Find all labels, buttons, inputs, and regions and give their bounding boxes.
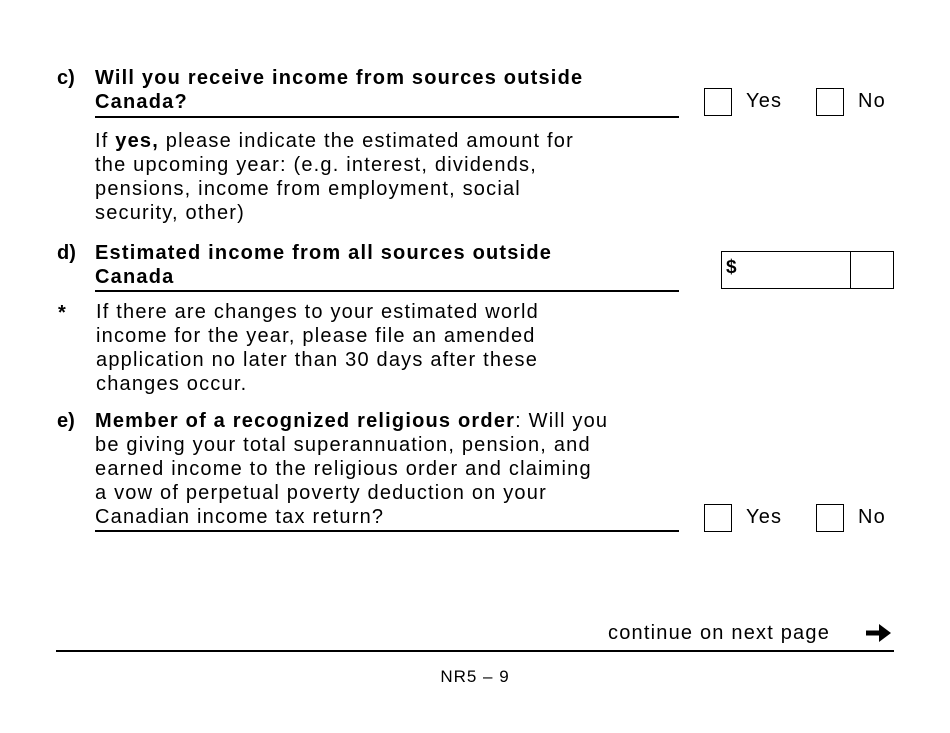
section-e-no-checkbox[interactable] (816, 504, 844, 532)
arrow-right-icon (864, 621, 894, 645)
asterisk-note-line4: changes occur. (96, 373, 248, 395)
section-d-label (95, 241, 552, 289)
section-e-no-label: No (858, 506, 886, 528)
section-c-note-line4: security, other) (95, 202, 245, 224)
section-c-yes-checkbox[interactable] (704, 88, 732, 116)
section-d-label-line2: Canada (95, 266, 175, 288)
section-c-yes-label: Yes (746, 90, 783, 112)
asterisk-note-line1: If there are changes to your estimated world (96, 301, 540, 323)
section-c-no-checkbox[interactable] (816, 88, 844, 116)
footer-rule (56, 650, 894, 652)
section-c-note-line3: pensions, income from employment, social (95, 178, 521, 200)
note-line1-rest: please indicate the estimated amount for (159, 130, 574, 152)
asterisk-note (96, 300, 539, 396)
section-e-line2: be giving your total superannuation, pension, and (95, 434, 591, 456)
page-number: NR5 – 9 (440, 667, 510, 686)
section-e-underline (95, 530, 679, 532)
section-c-note-line1 (95, 129, 574, 153)
continue-text: continue on next page (608, 622, 831, 644)
note-prefix: If (95, 130, 116, 152)
section-d-label-line1: Estimated income from all sources outside (95, 242, 553, 264)
section-e-letter: e) (57, 410, 75, 432)
section-e-line1-rest: : Will you (515, 410, 609, 432)
estimated-income-amount-field[interactable] (721, 251, 894, 289)
section-d-letter: d) (57, 242, 76, 264)
section-c-note (95, 129, 574, 225)
section-e-question (95, 409, 608, 529)
dollar-sign: $ (726, 257, 737, 278)
section-c-question (95, 66, 583, 114)
section-e-line5: Canadian income tax return? (95, 506, 385, 528)
section-c-question-line2: Canada? (95, 91, 188, 113)
section-e-line4: a vow of perpetual poverty deduction on your (95, 482, 547, 504)
estimated-income-cents-field[interactable] (850, 252, 893, 288)
section-c-letter: c) (57, 67, 75, 89)
section-d-underline (95, 290, 679, 292)
asterisk-note-line3: application no later than 30 days after these (96, 349, 539, 371)
section-c-note-line2: the upcoming year: (e.g. interest, dividends, (95, 154, 537, 176)
asterisk-marker: * (58, 302, 66, 324)
asterisk-note-line2: income for the year, please file an amended (96, 325, 536, 347)
note-bold-yes: yes, (115, 130, 160, 152)
section-c-underline (95, 116, 679, 118)
section-e-yes-checkbox[interactable] (704, 504, 732, 532)
section-e-bold-title: Member of a recognized religious order (95, 410, 516, 432)
section-c-no-label: No (858, 90, 886, 112)
section-e-yes-label: Yes (746, 506, 783, 528)
section-e-line3: earned income to the religious order and claiming (95, 458, 592, 480)
section-c-question-line1: Will you receive income from sources outside (95, 67, 584, 89)
section-e-line1 (95, 409, 608, 433)
